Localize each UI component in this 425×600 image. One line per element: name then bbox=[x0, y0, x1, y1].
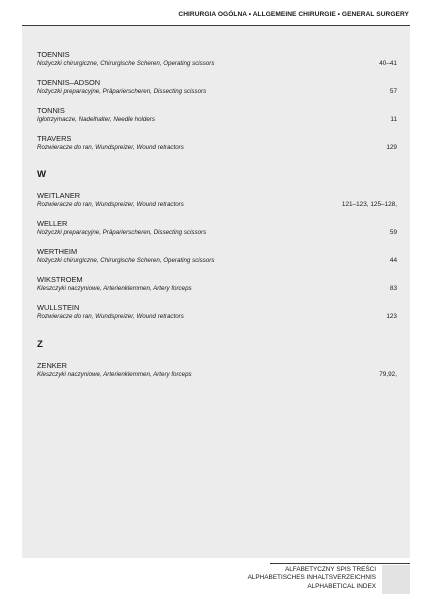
index-entry-wullstein bbox=[37, 303, 397, 323]
index-entry-wikstroem bbox=[37, 275, 397, 295]
entry-title: ZENKER bbox=[37, 361, 67, 370]
entry-subtitle: Igłotrzymacze, Nadelhalter, Needle holders bbox=[37, 115, 155, 123]
index-entry-zenker bbox=[37, 361, 397, 381]
index-entry-tonnis bbox=[37, 106, 397, 126]
entry-pages: 79,92, bbox=[379, 370, 397, 378]
entry-subtitle: Nożyczki preparacyjne, Präparierscheren, Dissecting scissors bbox=[37, 228, 207, 236]
entry-pages: 123 bbox=[386, 312, 397, 320]
entry-subtitle: Kleszczyki naczyniowe, Arterienklemmen, Artery forceps bbox=[37, 284, 192, 292]
entry-pages: 83 bbox=[389, 284, 397, 292]
entry-pages: 44 bbox=[389, 256, 397, 264]
footer-title bbox=[248, 566, 376, 591]
footer-line-german: ALPHABETISCHES INHALTSVERZEICHNIS bbox=[247, 574, 376, 582]
footer-line-polish: ALFABETYCZNY SPIS TREŚCI bbox=[284, 566, 376, 573]
index-panel bbox=[22, 26, 410, 558]
entry-pages: 121–123, 125–128, bbox=[341, 200, 397, 208]
entry-subtitle: Rozwieracze do ran, Wundspreizer, Wound retractors bbox=[37, 200, 184, 208]
page-header bbox=[0, 10, 425, 26]
footer-rule bbox=[270, 563, 410, 564]
entry-title: TRAVERS bbox=[37, 134, 72, 143]
entry-title: WEITLANER bbox=[37, 191, 81, 200]
entry-subtitle: Rozwieracze do ran, Wundspreizer, Wound retractors bbox=[37, 143, 184, 151]
entry-title: TOENNIS–ADSON bbox=[37, 78, 101, 87]
entry-subtitle: Kleszczyki naczyniowe, Arterienklemmen, Artery forceps bbox=[37, 370, 192, 378]
index-entry-wertheim bbox=[37, 247, 397, 267]
index-entry-toennis bbox=[37, 50, 397, 70]
entry-pages: 59 bbox=[389, 228, 397, 236]
index-entry-weitlaner bbox=[37, 191, 397, 211]
entry-title: WIKSTROEM bbox=[37, 275, 83, 284]
entry-subtitle: Nożyczki preparacyjne, Präparierscheren, Dissecting scissors bbox=[37, 87, 207, 95]
entry-subtitle: Nożyczki chirurgiczne, Chirurgische Scheren, Operating scissors bbox=[37, 59, 215, 67]
footer-line-english: ALPHABETICAL INDEX bbox=[307, 582, 376, 590]
page-tab-box bbox=[382, 565, 410, 594]
entry-pages: 40–41 bbox=[379, 59, 397, 67]
index-entry-travers bbox=[37, 134, 397, 154]
index-entry-toennis-adson bbox=[37, 78, 397, 98]
section-letter-w: W bbox=[37, 169, 47, 180]
section-letter-z: Z bbox=[37, 339, 43, 350]
header-title: CHIRURGIA OGÓLNA • ALLGEMEINE CHIRURGIE • GENERAL SURGERY bbox=[178, 11, 409, 18]
entry-subtitle: Nożyczki chirurgiczne, Chirurgische Scheren, Operating scissors bbox=[37, 256, 215, 264]
entry-pages: 57 bbox=[389, 87, 397, 95]
entry-title: WELLER bbox=[37, 219, 68, 228]
entry-title: TOENNIS bbox=[37, 50, 70, 59]
entry-pages: 11 bbox=[390, 115, 397, 123]
index-entry-weller bbox=[37, 219, 397, 239]
entry-title: WULLSTEIN bbox=[37, 303, 80, 312]
entry-subtitle: Rozwieracze do ran, Wundspreizer, Wound retractors bbox=[37, 312, 184, 320]
entry-title: WERTHEIM bbox=[37, 247, 78, 256]
entry-pages: 129 bbox=[386, 143, 397, 151]
entry-title: TONNIS bbox=[37, 106, 65, 115]
